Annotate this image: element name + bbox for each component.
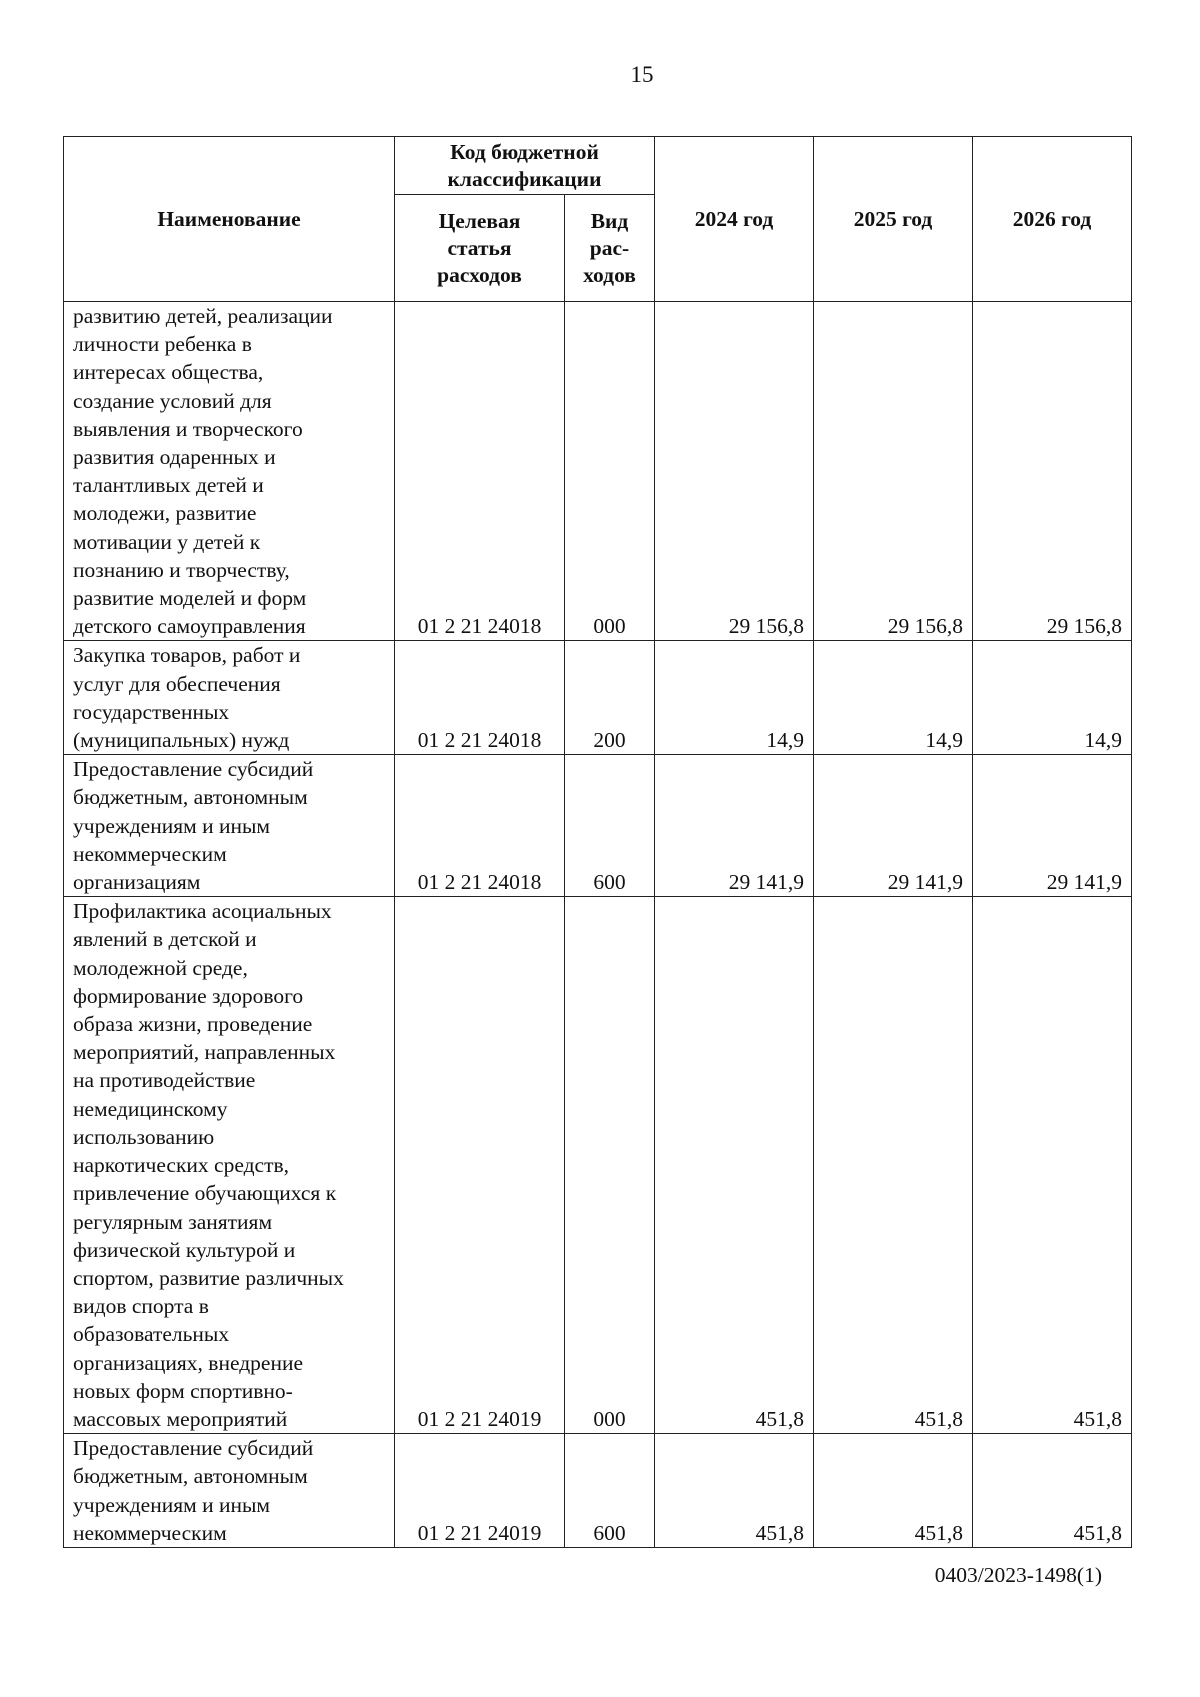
row-name-line: Закупка товаров, работ и bbox=[73, 643, 301, 668]
row-expense-kind: 000 bbox=[565, 897, 655, 1434]
header-expense-kind-line-1: Вид bbox=[590, 208, 629, 233]
row-name-line: молодежи, развитие bbox=[73, 501, 257, 526]
row-expense-kind: 000 bbox=[565, 302, 655, 641]
header-name: Наименование bbox=[64, 137, 395, 302]
row-amount-2026: 451,8 bbox=[973, 1434, 1132, 1548]
row-expense-kind: 600 bbox=[565, 755, 655, 897]
row-name-line: спортом, развитие различных bbox=[73, 1265, 344, 1290]
row-name-line: Профилактика асоциальных bbox=[73, 899, 332, 924]
row-target-article: 01 2 21 24019 bbox=[395, 897, 565, 1434]
row-amount-2024: 451,8 bbox=[655, 1434, 814, 1548]
header-2025: 2025 год bbox=[814, 137, 973, 302]
row-name bbox=[64, 755, 395, 897]
row-name-line: видов спорта в bbox=[73, 1294, 209, 1319]
row-name-line: использованию bbox=[73, 1124, 215, 1149]
row-name-line: развитию детей, реализации bbox=[73, 304, 333, 328]
row-name-line: некоммерческим bbox=[73, 841, 227, 866]
row-amount-2025: 451,8 bbox=[814, 1434, 973, 1548]
row-name-line: интересах общества, bbox=[73, 360, 264, 385]
row-name bbox=[64, 641, 395, 755]
row-amount-2025: 451,8 bbox=[814, 897, 973, 1434]
row-amount-2024: 29 141,9 bbox=[655, 755, 814, 897]
budget-table bbox=[63, 136, 1132, 1548]
row-target-article: 01 2 21 24019 bbox=[395, 1434, 565, 1548]
row-name-line: образа жизни, проведение bbox=[73, 1012, 313, 1037]
table-row bbox=[64, 897, 1132, 1434]
row-name-line: формирование здорового bbox=[73, 983, 304, 1008]
header-code-group bbox=[395, 137, 655, 195]
row-name-line: услуг для обеспечения bbox=[73, 671, 281, 696]
row-name bbox=[64, 302, 395, 641]
row-amount-2024: 29 156,8 bbox=[655, 302, 814, 641]
header-expense-kind-line-2: рас- bbox=[589, 235, 630, 260]
row-name-line: мотивации у детей к bbox=[73, 529, 261, 554]
row-expense-kind: 600 bbox=[565, 1434, 655, 1548]
row-expense-kind: 200 bbox=[565, 641, 655, 755]
row-name-line: явлений в детской и bbox=[73, 927, 257, 952]
row-amount-2025: 14,9 bbox=[814, 641, 973, 755]
row-amount-2026: 29 156,8 bbox=[973, 302, 1132, 641]
header-code-group-line-1: Код бюджетной bbox=[450, 139, 599, 164]
row-name-line: создание условий для bbox=[73, 388, 272, 413]
table-row bbox=[64, 1434, 1132, 1548]
row-name-line: немедицинскому bbox=[73, 1096, 228, 1121]
row-target-article: 01 2 21 24018 bbox=[395, 641, 565, 755]
row-name-line: личности ребенка в bbox=[73, 332, 252, 357]
row-name-line: (муниципальных) нужд bbox=[73, 728, 290, 753]
row-amount-2025: 29 156,8 bbox=[814, 302, 973, 641]
row-name-line: Предоставление субсидий bbox=[73, 1436, 314, 1461]
row-name-line: организациям bbox=[73, 870, 201, 895]
header-expense-kind bbox=[565, 195, 655, 302]
row-name-line: детского самоуправления bbox=[73, 614, 306, 639]
row-name-line: на противодействие bbox=[73, 1068, 256, 1093]
row-name-line: талантливых детей и bbox=[73, 473, 264, 498]
header-2026: 2026 год bbox=[973, 137, 1132, 302]
row-amount-2026: 451,8 bbox=[973, 897, 1132, 1434]
row-name-line: бюджетным, автономным bbox=[73, 1464, 308, 1489]
table-row bbox=[64, 755, 1132, 897]
row-name-line: организациях, внедрение bbox=[73, 1350, 304, 1375]
row-name-line: наркотических средств, bbox=[73, 1153, 289, 1178]
row-name-line: некоммерческим bbox=[73, 1520, 227, 1545]
row-name-line: познанию и творчеству, bbox=[73, 557, 290, 582]
header-target-article bbox=[395, 195, 565, 302]
row-amount-2026: 29 141,9 bbox=[973, 755, 1132, 897]
row-name-line: привлечение обучающихся к bbox=[73, 1181, 337, 1206]
document-number: 0403/2023-1498(1) bbox=[934, 1563, 1102, 1587]
header-target-article-line-3: расходов bbox=[437, 262, 522, 287]
row-name-line: государственных bbox=[73, 699, 230, 724]
row-target-article: 01 2 21 24018 bbox=[395, 302, 565, 641]
row-amount-2026: 14,9 bbox=[973, 641, 1132, 755]
row-name-line: учреждениям и иным bbox=[73, 1492, 271, 1517]
header-target-article-line-2: статья bbox=[447, 235, 512, 260]
row-name-line: учреждениям и иным bbox=[73, 813, 271, 838]
table-row bbox=[64, 641, 1132, 755]
row-name-line: физической культурой и bbox=[73, 1237, 296, 1262]
row-target-article: 01 2 21 24018 bbox=[395, 755, 565, 897]
row-name-line: развитие моделей и форм bbox=[73, 586, 307, 611]
row-name-line: образовательных bbox=[73, 1322, 230, 1347]
row-name-line: массовых мероприятий bbox=[73, 1406, 288, 1431]
row-name-line: регулярным занятиям bbox=[73, 1209, 273, 1234]
row-name bbox=[64, 1434, 395, 1548]
table-row bbox=[64, 302, 1132, 641]
page-number: 15 bbox=[630, 62, 654, 87]
row-name-line: Предоставление субсидий bbox=[73, 757, 314, 782]
row-name-line: развития одаренных и bbox=[73, 445, 276, 470]
row-name-line: выявления и творческого bbox=[73, 416, 303, 441]
row-name-line: мероприятий, направленных bbox=[73, 1040, 336, 1065]
table-body bbox=[64, 302, 1132, 1548]
row-amount-2025: 29 141,9 bbox=[814, 755, 973, 897]
row-name-line: молодежной среде, bbox=[73, 955, 248, 980]
table-header-row bbox=[64, 137, 1132, 195]
row-name-line: бюджетным, автономным bbox=[73, 785, 308, 810]
header-2024: 2024 год bbox=[655, 137, 814, 302]
header-target-article-line-1: Целевая bbox=[438, 208, 521, 233]
row-name-line: новых форм спортивно- bbox=[73, 1378, 293, 1403]
header-expense-kind-line-3: ходов bbox=[583, 262, 636, 287]
header-code-group-line-2: классификации bbox=[447, 166, 602, 191]
row-amount-2024: 451,8 bbox=[655, 897, 814, 1434]
row-amount-2024: 14,9 bbox=[655, 641, 814, 755]
row-name bbox=[64, 897, 395, 1434]
